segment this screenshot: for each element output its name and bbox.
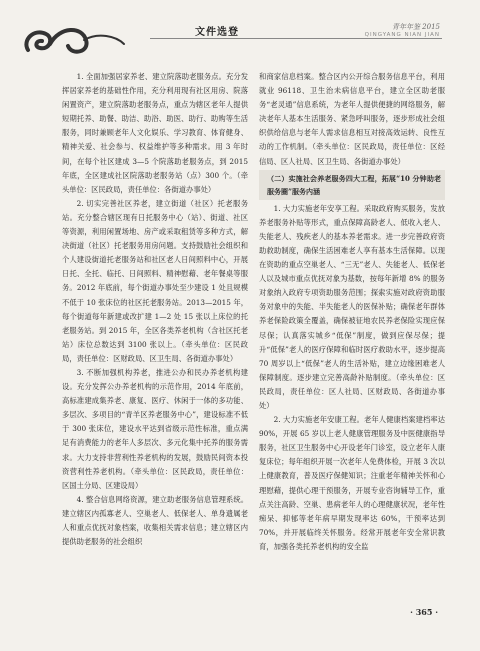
- decorative-swirl-logo: [20, 20, 130, 60]
- yearbook-subtitle: QINGYANG NIAN JIAN: [364, 32, 440, 38]
- page-number: · 365 ·: [410, 607, 438, 617]
- page-header: [0, 0, 480, 66]
- paragraph: 1. 全面加强居家养老、建立院落助老服务点。充分发挥居家养老的基础性作用，充分利用现有社区用房、院落闲置资产，建立院落助老服务点，重点为辖区老年人提供短期托养、助餐、助洁、助浴、助医、助行、助购等生活服务，同时兼顾老年人文化娱乐、学习教育、体育健身、精神关爱、社会参与、权益维护等多种需求。用 3 年时间，在每个社区建成 3—5 个院落助老服务点，到 2015 年底，全区建成社区院落助老服务站（点）300 个。（牵头单位：区民政局，责任单位：各街道办事处）: [62, 72, 248, 194]
- section-title: 文件选登: [195, 27, 239, 38]
- paragraph: 1. 大力实施老年安享工程。采取政府购买服务，发放养老服务补贴等形式，重点保障高龄老人、低收入老人、失能老人、残疾老人的基本养老需求。进一步完善政府资助救助制度，确保生活困难老人享有基本生活保障。以现在资助的重点空巢老人、“三无”老人、失能老人、低保老人以及城市重点优抚对象为基数，按每年新增 8% 的服务对象纳入政府专项资助服务范围；探索实施对政府资助服务对象中的失能、半失能老人的医保补贴；确保老年群体养老保险政策全覆盖，确保被征地农民养老保险实现应保尽保；认真落实城乡“低保”制度，做到应保尽保；提升“低保”老人的医疗保障和临时医疗救助水平，逐步提高 70 周岁以上“低保”老人的生活补贴，建立边缘困难老人保障制度。逐步建立完善高龄补贴制度。（牵头单位：区民政局，责任单位：区人社局、区财政局、各街道办事处）: [259, 203, 445, 410]
- header-rule: [150, 38, 442, 39]
- paragraph: 4. 整合信息网络资源，建立助老服务信息管理系统。建立辖区内孤寡老人、空巢老人、低保老人、单身遗属老人和重点优抚对象档案，收集相关需求信息；建立辖区内提供助老服务的社会组织: [62, 494, 248, 547]
- yearbook-title: 青年年鉴 2015: [391, 23, 440, 31]
- left-column: [62, 70, 248, 549]
- paragraph: 2. 切实完善社区养老，建立街道（社区）托老服务站。充分整合辖区现有日托服务中心（站）、街道、社区等资源，利用闲置场地、房产或采取租赁等多种方式，解决街道（社区）托老服务用房问题。支持鼓励社会组织和个人建设街道托老服务站和社区老人日间照料中心，开展日托、全托、临托、日间照料、精神慰藉、老年餐桌等服务。2012 年底前，每个街道办事处至少建设 1 处且规模不低于 10 张床位的社区托老服务站。2013—2015 年，每个街道每年新建或改扩建 1—2 处 15 张以上床位的托老服务站。到 2015 年，全区各类养老机构（含社区托老站）床位总数达到 3100 张以上。（牵头单位：区民政局，责任单位：区财政局、区卫生局、各街道办事处）: [62, 198, 248, 363]
- section-heading: （二）实施社会养老服务四大工程，拓展“10 分钟助老服务圈”服务内涵: [259, 170, 445, 200]
- right-column: [259, 70, 445, 554]
- paragraph: 和商家信息档案。整合区内公开综合服务信息平台，利用就业 96118、卫生治未病信息平台，建立全区助老服务“老灵通”信息系统，为老年人提供便捷的网络服务，解决老年人基本生活服务、紧急呼叫服务，逐步形成社会组织供给信息与老年人需求信息相互对接高效运转、良性互动的工作机制。（牵头单位：区民政局，责任单位：区经信局、区人社局、区卫生局、各街道办事处）: [259, 72, 445, 166]
- paragraph: 2. 大力实施老年安康工程。老年人健康档案建档率达 90%，开展 65 岁以上老人健康管理服务及中医健康指导服务，社区卫生服务中心开设老年门诊室，设立老年人康复床位；每年组织开展一次老年人免费体检，开展 3 次以上健康教育，普及医疗保健知识；注重老年精神关怀和心理慰藉，提供心理干预服务，开展专业咨询辅导工作，重点关注高龄、空巢、患病老年人的心理健康状况，老年性痴呆、抑郁等老年病早期发现率达 60%，干预率达到 70%，并开展临终关怀服务。经常开展老年安全常识教育，加强各类托养老机构的安全监: [259, 415, 445, 551]
- paragraph: 3. 不断加强机构养老，推进公办和民办养老机构建设。充分发挥公办养老机构的示范作用，2014 年底前，高标准建成集养老、康复、医疗、休闲于一体的多功能、多层次、多项目的“青羊区养老服务中心”，建设标准不低于 300 张床位，建设水平达到省级示范性标准，重点满足有消费能力的老年人多层次、多元化集中托养的服务需求。大力支持非营利性养老机构的发展，鼓励民间资本投资营利性养老机构。（牵头单位：区民政局，责任单位：区国土分局、区建设局）: [62, 367, 248, 490]
